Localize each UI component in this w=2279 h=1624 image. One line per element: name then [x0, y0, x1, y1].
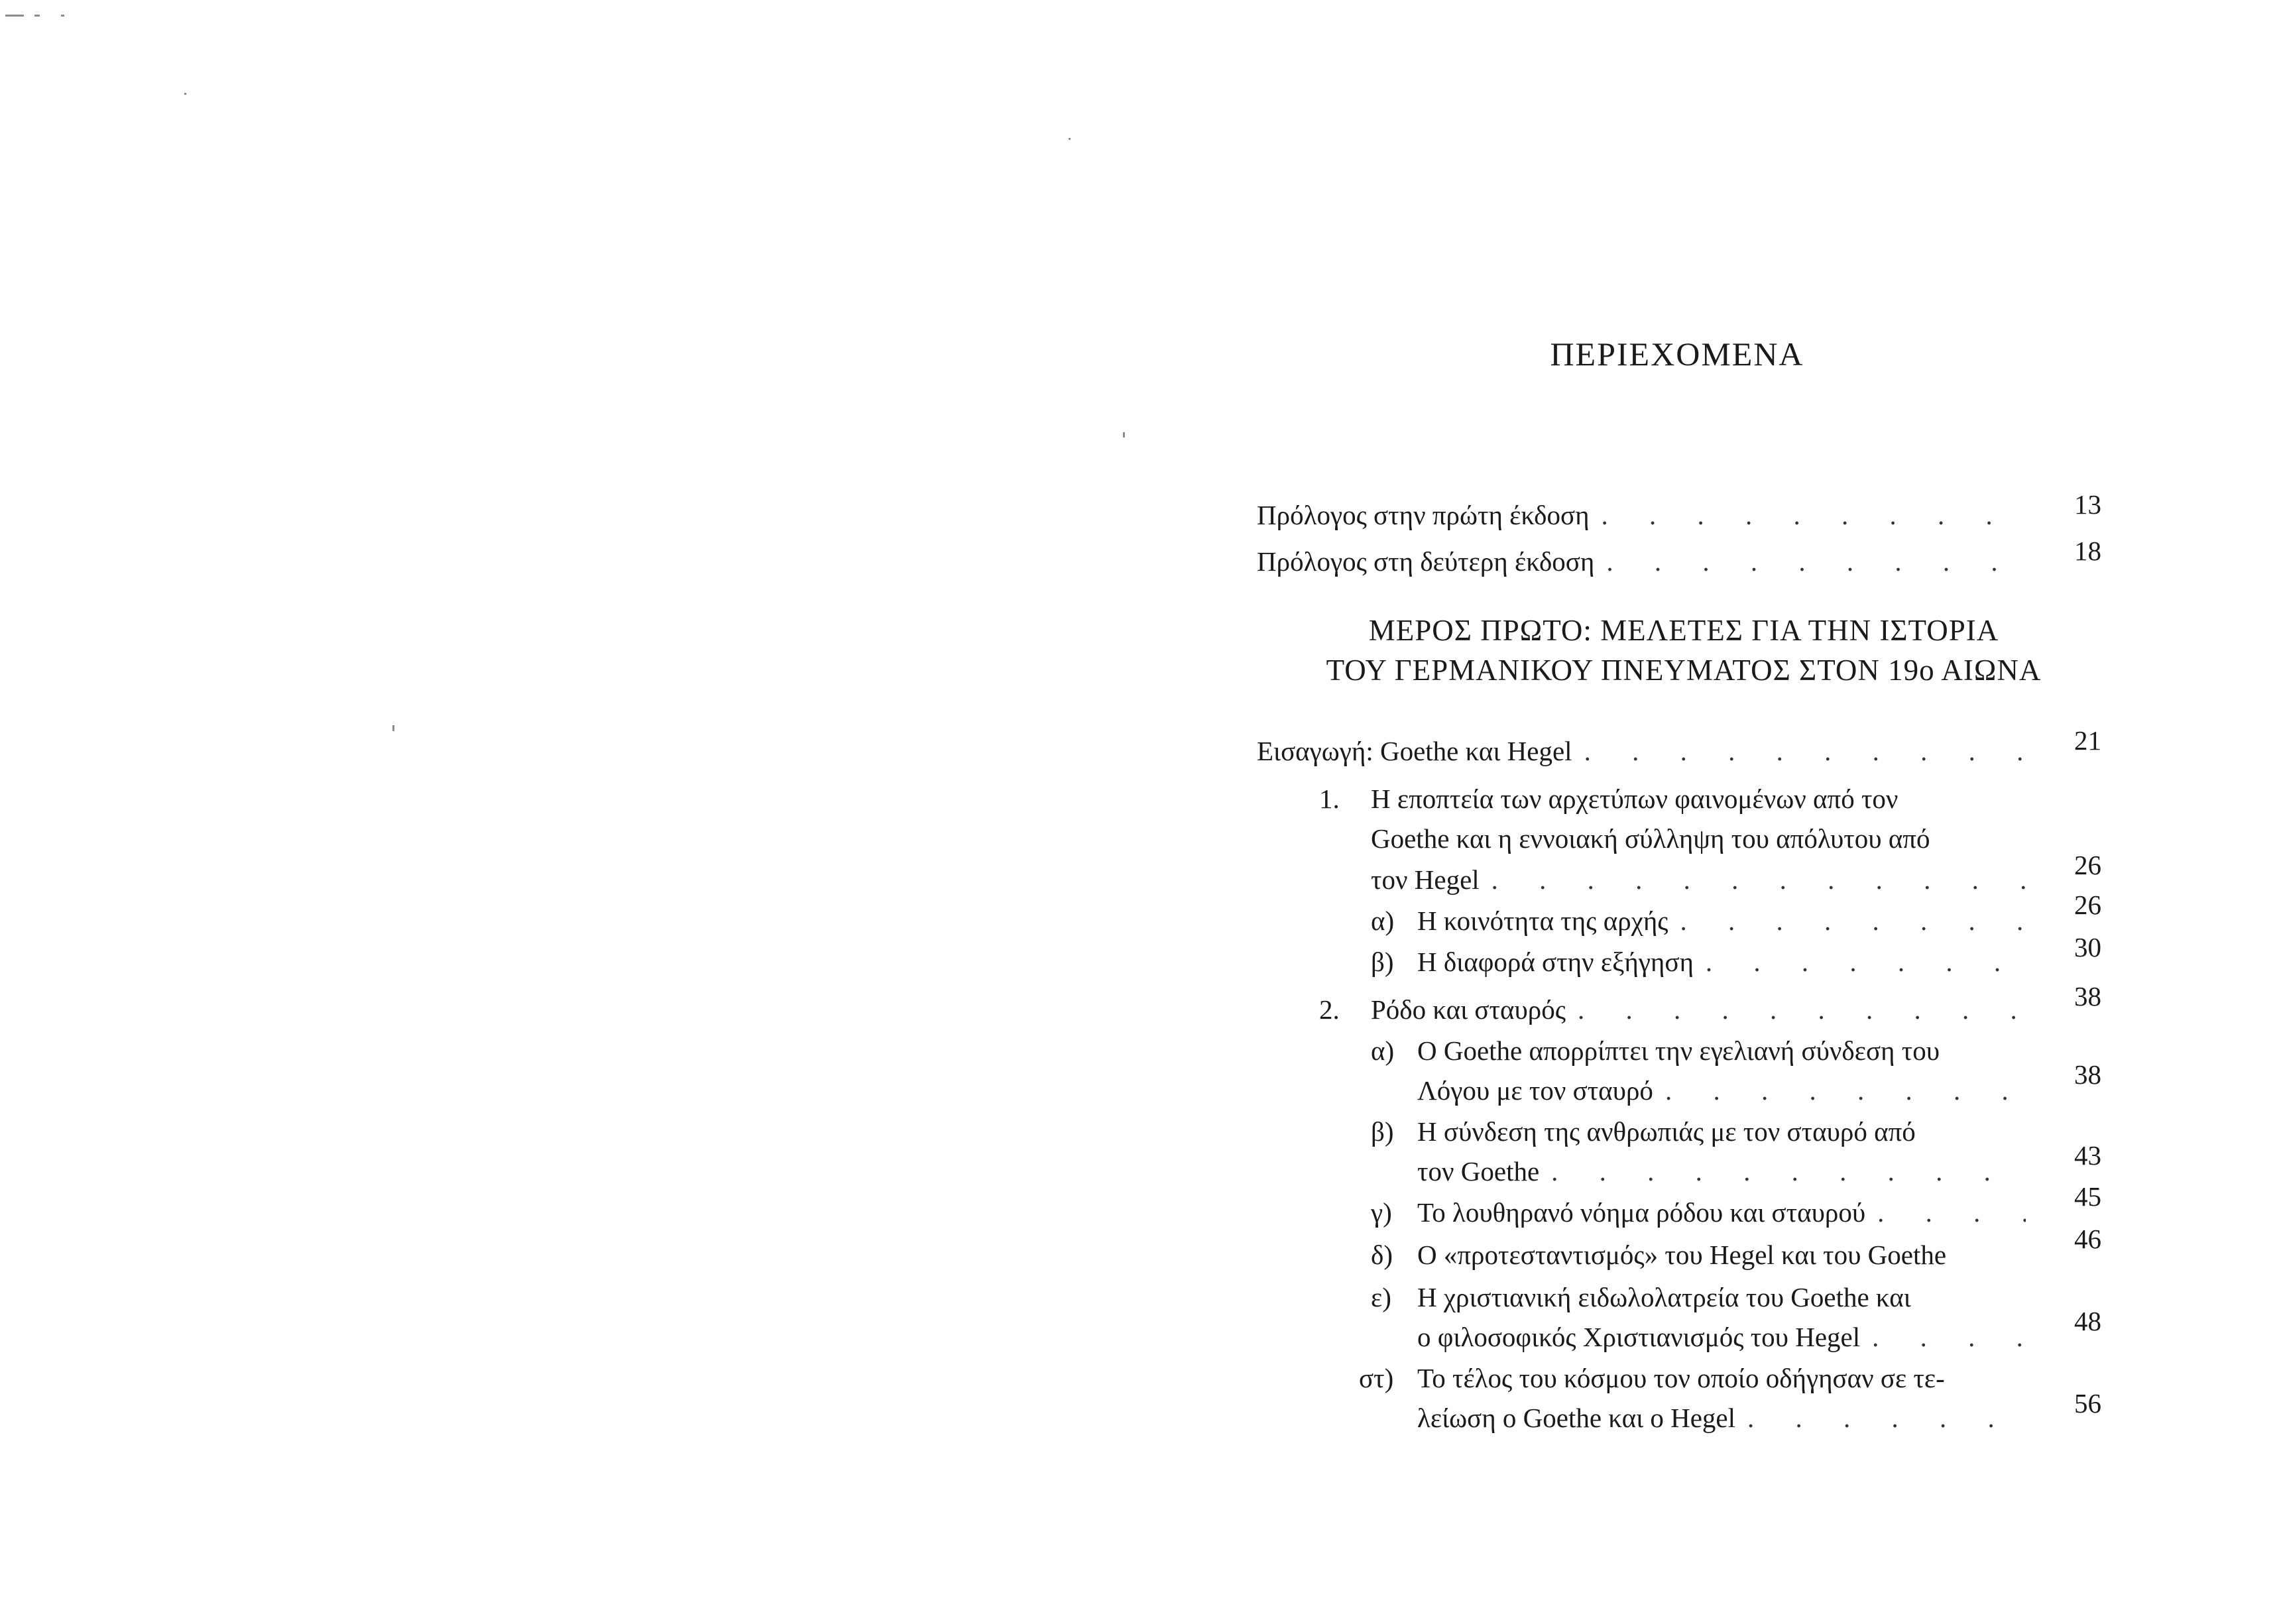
entry-label: Η διαφορά στην εξήγηση — [1417, 947, 1694, 977]
part-heading-line1: ΜΕΡΟΣ ΠΡΩΤΟ: ΜΕΛΕΤΕΣ ΓΙΑ ΤΗΝ ΙΣΤΟΡΙΑ — [1368, 614, 1999, 647]
subsection-marker: α) — [1371, 905, 1395, 936]
leader-dots — [1860, 1316, 2026, 1358]
subsection-title-line[interactable]: Η σύνδεση της ανθρωπιάς με τον σταυρό από — [1417, 1116, 1916, 1147]
entry-label: ο φιλοσοφικός Χριστιανισμός του Hegel — [1417, 1322, 1861, 1352]
subsection-marker: β) — [1371, 947, 1394, 977]
section-number: 2. — [1319, 994, 1340, 1025]
toc-entry-section2-f[interactable] — [1417, 1397, 2026, 1438]
toc-entry-section1-a[interactable] — [1417, 900, 2026, 941]
entry-label: Η κοινότητα της αρχής — [1417, 905, 1668, 936]
page-number: 30 — [2074, 932, 2101, 962]
toc-entry-section1[interactable] — [1371, 859, 2026, 900]
subsection-title-line[interactable]: Το τέλος του κόσμου τον οποίο οδήγησαν σε τε- — [1417, 1363, 1945, 1393]
toc-entry-section2[interactable] — [1371, 989, 2026, 1030]
page-number: 38 — [2074, 981, 2101, 1012]
toc-entry-introduction[interactable] — [1257, 730, 2026, 772]
entry-label: Εισαγωγή: Goethe και Hegel — [1257, 736, 1572, 766]
subsection-marker: β) — [1371, 1116, 1394, 1147]
page-number: 38 — [2074, 1059, 2101, 1090]
part-heading-line2: ΤΟΥ ΓΕΡΜΑΝΙΚΟΥ ΠΝΕΥΜΑΤΟΣ ΣΤΟΝ 19ο ΑΙΩΝΑ — [1326, 654, 2042, 687]
scan-speck — [1123, 432, 1125, 437]
subsection-marker: α) — [1371, 1035, 1395, 1066]
subsection-marker: στ) — [1359, 1363, 1394, 1393]
toc-entry-preface-second[interactable] — [1257, 541, 2026, 582]
toc-entry-section1-b[interactable] — [1417, 941, 2026, 982]
scan-speck — [34, 15, 40, 17]
subsection-marker: ε) — [1371, 1282, 1391, 1312]
entry-label: τον Goethe — [1417, 1156, 1540, 1187]
scan-speck — [1069, 138, 1071, 140]
leader-dots — [1865, 1192, 2026, 1233]
toc-entry-section2-c[interactable] — [1417, 1192, 2026, 1233]
scan-speck — [5, 15, 24, 17]
page-number: 26 — [2074, 890, 2101, 920]
page-number: 21 — [2074, 725, 2101, 756]
toc-entry-section2-a[interactable] — [1417, 1070, 2026, 1111]
leader-dots — [1694, 941, 2026, 982]
subsection-marker: δ) — [1371, 1240, 1393, 1270]
entry-label: Ρόδο και σταυρός — [1371, 994, 1566, 1025]
section-number: 1. — [1319, 783, 1340, 814]
page-number: 56 — [2074, 1388, 2101, 1419]
page-number: 13 — [2074, 489, 2101, 520]
leader-dots — [1480, 859, 2026, 900]
scan-speck — [61, 15, 64, 17]
scan-speck — [392, 725, 394, 731]
toc-title: ΠΕΡΙΕΧΟΜΕΝΑ — [1550, 335, 1804, 373]
page-number: 43 — [2074, 1140, 2101, 1171]
entry-label: λείωση ο Goethe και ο Hegel — [1417, 1403, 1736, 1433]
leader-dots — [1594, 541, 2026, 582]
entry-label: Το λουθηρανό νόημα ρόδου και σταυρού — [1417, 1197, 1866, 1228]
entry-label: τον Hegel — [1371, 864, 1480, 895]
toc-entry-preface-first[interactable] — [1257, 494, 2026, 536]
page-number: 48 — [2074, 1306, 2101, 1336]
entry-label: Πρόλογος στην πρώτη έκδοση — [1257, 500, 1590, 530]
subsection-title-line[interactable]: Η χριστιανική ειδωλολατρεία του Goethe και — [1417, 1282, 1911, 1312]
leader-dots — [1735, 1397, 2026, 1438]
leader-dots — [1668, 900, 2026, 941]
scan-speck — [184, 93, 186, 95]
section-title-line[interactable]: Η εποπτεία των αρχετύπων φαινομένων από τον — [1371, 783, 1899, 814]
toc-entry-section2-e[interactable] — [1417, 1316, 2026, 1358]
leader-dots — [1572, 730, 2026, 772]
subsection-title-line[interactable]: Ο «προτεσταντισμός» του Hegel και του Goethe — [1417, 1240, 1947, 1270]
page-number: 45 — [2074, 1181, 2101, 1212]
entry-label: Λόγου με τον σταυρό — [1417, 1075, 1653, 1106]
leader-dots — [1566, 989, 2026, 1030]
leader-dots — [1539, 1151, 2026, 1192]
entry-label: Πρόλογος στη δεύτερη έκδοση — [1257, 546, 1595, 577]
page-number: 18 — [2074, 536, 2101, 566]
subsection-marker: γ) — [1371, 1197, 1392, 1228]
subsection-title-line[interactable]: Ο Goethe απορρίπτει την εγελιανή σύνδεση του — [1417, 1035, 1940, 1066]
leader-dots — [1590, 494, 2026, 536]
leader-dots — [1653, 1070, 2026, 1111]
page-number: 26 — [2074, 850, 2101, 880]
toc-entry-section2-b[interactable] — [1417, 1151, 2026, 1192]
section-title-line[interactable]: Goethe και η εννοιακή σύλληψη του απόλυτου από — [1371, 823, 1930, 854]
page-number: 46 — [2074, 1224, 2101, 1254]
